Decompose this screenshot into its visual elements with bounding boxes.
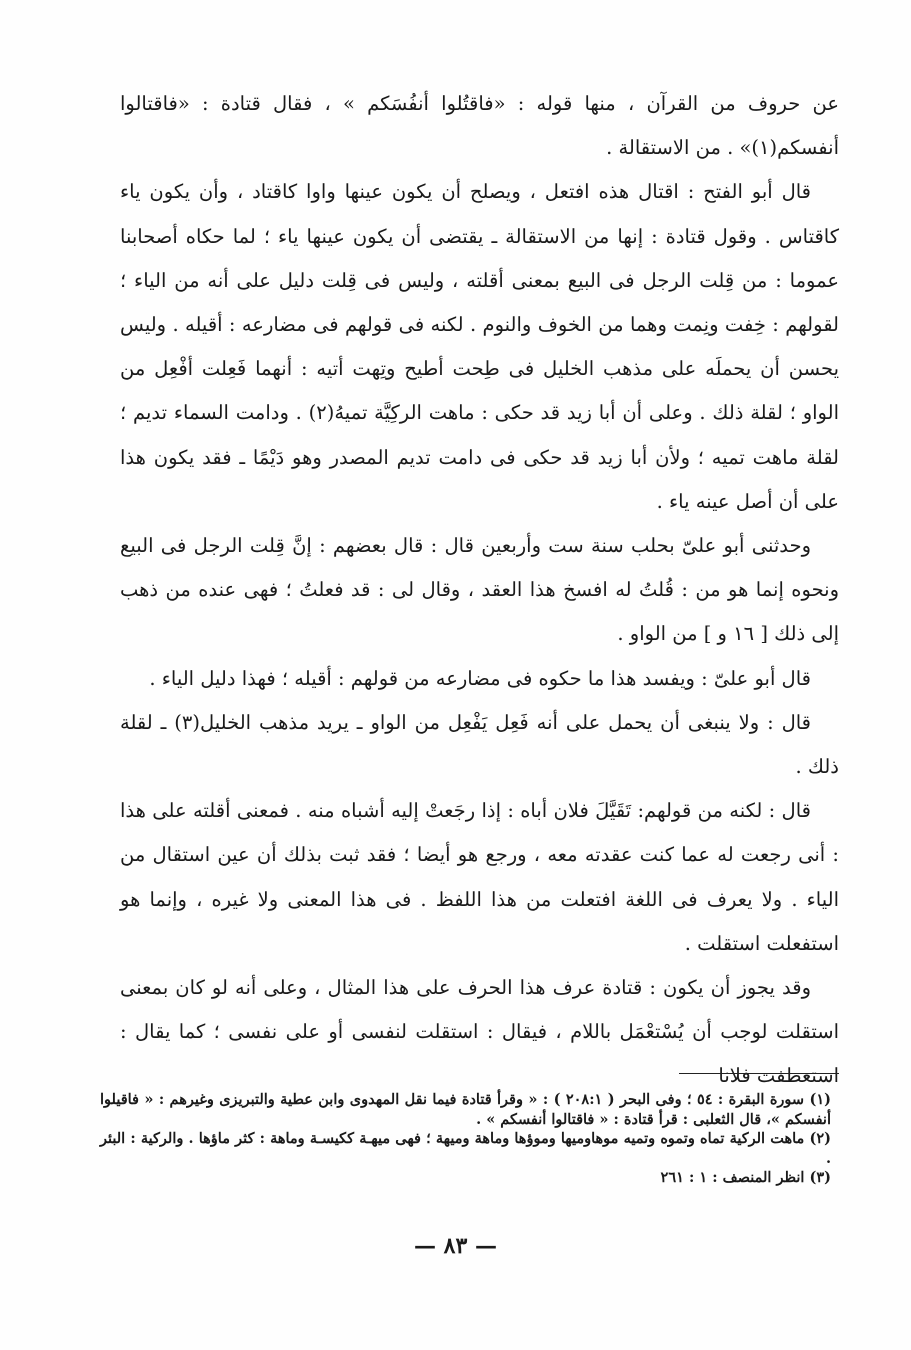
- footnote-divider: [679, 1073, 839, 1074]
- footnotes: [100, 1090, 831, 1188]
- footnote: (٣) انظر المنصف : ١ : ٢٦١: [660, 1169, 831, 1186]
- main-text: [120, 82, 839, 1099]
- paragraph: قال : ولا ينبغى أن يحمل على أنه فَعِل يَفْعِل من الواو ـ يريد مذهب الخليل(٣) ـ لقلة ذلك .: [120, 710, 839, 779]
- paragraph: قال : لكنه من قولهم: تَقَيَّلَ فلان أباه : إذا رجَعتْ إليه أشباه منه . فمعنى أقلته على هذا : أنى رجعت له عما كنت عقدته معه ، ورجع هو أيضا ؛ فقد ثبت بذلك أن عين استقال من الياء . ولا يعرف فى اللغة افتعلت من هذا اللفظ . فى هذا المعنى ولا غيره ، وإنما هو استفعلت استقلت .: [120, 799, 839, 955]
- page-number: — ٨٣ —: [414, 1233, 497, 1259]
- paragraph: قال أبو علىّ : ويفسد هذا ما حكوه فى مضارعه من قولهم : أقيله ؛ فهذا دليل الياء .: [149, 666, 811, 690]
- paragraph: قال أبو الفتح : اقتال هذه افتعل ، ويصلح أن يكون عينها واوا كاقتاد ، وأن يكون ياء كاقتاس . وقول قتادة : إنها من الاستقالة ـ يقتضى أن يكون عينها ياء ؛ لما حكاه أصحابنا عموما : من قِلت الرجل فى البيع بمعنى أقلته ، وليس فى قِلت دليل على أنه من الياء ؛ لقولهم : خِفت ونِمت وهما من الخوف والنوم . لكنه فى قولهم فى مضارعه : أقيله . وليس يحسن أن يحملَه على مذهب الخليل فى طِحت أطيح وتِهت أتيه : أنهما فَعِلت أفْعِل من الواو ؛ لقلة ذلك . وعلى أن أبا زيد قد حكى : ماهت الركِيَّة تميهُ(٢) . ودامت السماء تديم ؛ لقلة ماهت تميه ؛ ولأن أبا زيد قد حكى فى دامت تديم المصدر وهو دَيْمًا ـ فقد يكون هذا على أن أصل عينه ياء .: [120, 180, 839, 513]
- paragraph: وحدثنى أبو علىّ بحلب سنة ست وأربعين قال : قال بعضهم : إنَّ قِلت الرجل فى البيع ونحوه إنما هو من : قُلتُ له افسخ هذا العقد ، وقال لى : قد فعلتُ ؛ فهى عنده من ذهب إلى ذلك [ ١٦ و ] من الواو .: [120, 534, 839, 646]
- paragraph: عن حروف من القرآن ، منها قوله : «فاقتُلوا أنفُسَكم » ، فقال قتادة : «فاقتالوا أنفسكم(١)» . من الاستقالة .: [120, 92, 839, 160]
- footnote: (٢) ماهت الركية تماه وتموه وتميه موهاوميها وموؤها وماهة وميهة ؛ فهى ميهـة ككيسـة وماهة : كثر ماؤها . والركية : البئر .: [100, 1130, 831, 1167]
- paragraph: وقد يجوز أن يكون : قتادة عرف هذا الحرف على هذا المثال ، وعلى أنه لو كان بمعنى استقلت لوجب أن يُسْتعْمَل باللام ، فيقال : استقلت لنفسى أو على نفسى ؛ كما يقال : استعطفت فلانا: [120, 976, 839, 1088]
- footnote: (١) سورة البقرة : ٥٤ ؛ وفى البحر ( ٢٠٨:١ ) : « وقرأ قتادة فيما نقل المهدوى وابن عطية والتبريزى وغيرهم : « فاقيلوا أنفسكم »، قال الثعلبى : قرأ قتادة : « فاقتالوا أنفسكم » .: [100, 1091, 831, 1128]
